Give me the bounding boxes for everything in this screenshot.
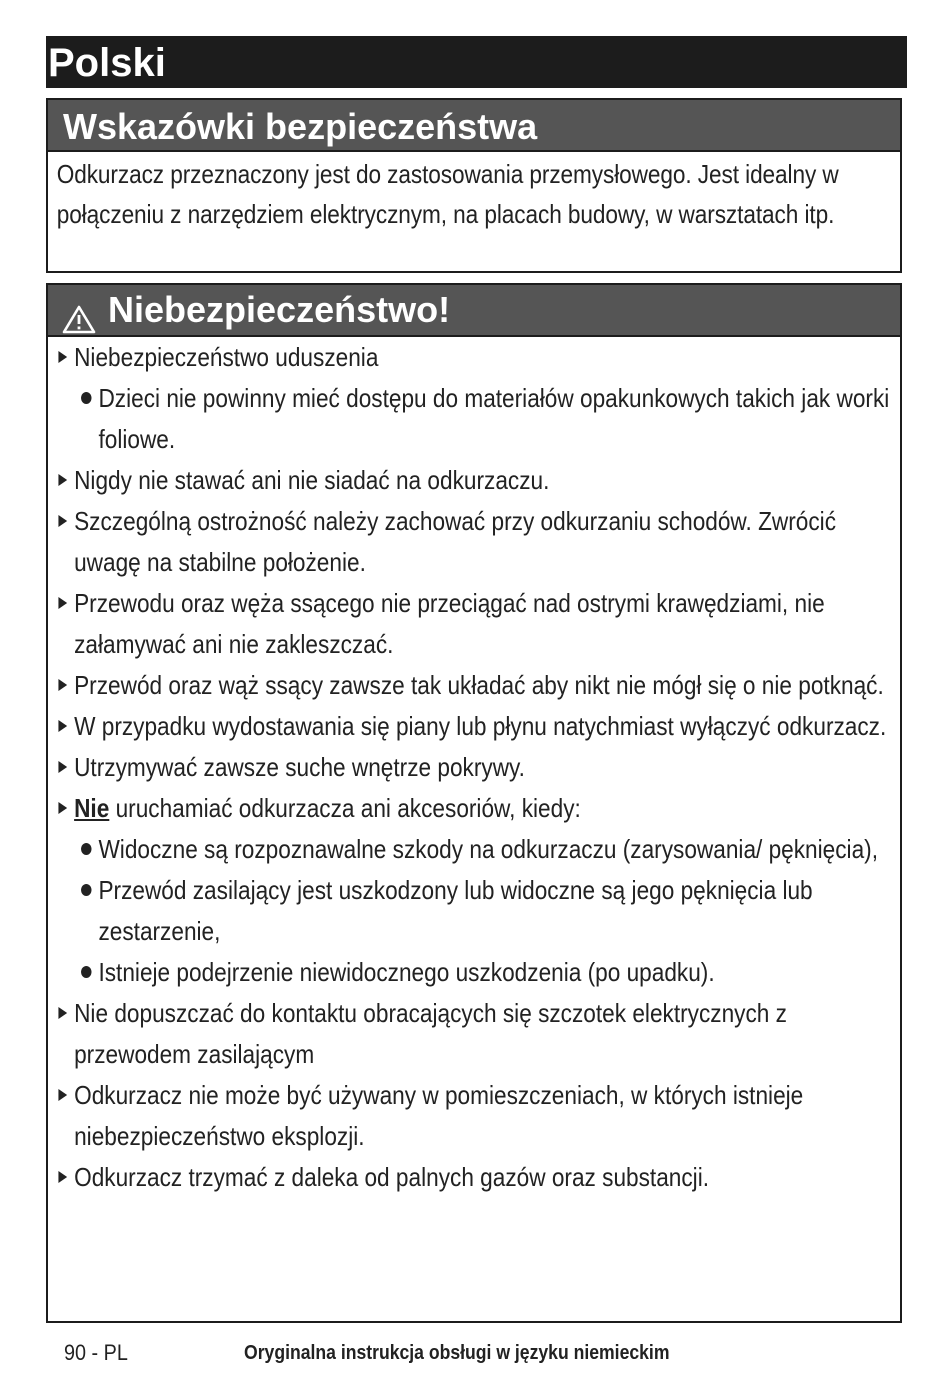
item-text: Przewodu oraz węża ssącego nie przeciągać nad ostrymi krawędziami, nie załamywać ani nie zakleszczać. <box>74 588 825 659</box>
danger-item <box>48 460 896 501</box>
item-text: Dzieci nie powinny mieć dostępu do materiałów opakunkowych takich jak worki foliowe. <box>98 383 890 454</box>
item-text: uruchamiać odkurzacza ani akcesoriów, kiedy: <box>109 793 581 823</box>
danger-title: Niebezpieczeństwo! <box>108 289 451 330</box>
warning-triangle-icon <box>62 295 96 325</box>
item-text: Odkurzacz nie może być używany w pomieszczeniach, w których istnieje niebezpieczeństwo eksplozji. <box>74 1080 804 1151</box>
page-number: 90 - PL <box>64 1340 128 1365</box>
language-bar: Polski <box>46 36 907 88</box>
item-text: Odkurzacz trzymać z daleka od palnych gazów oraz substancji. <box>74 1162 710 1192</box>
triangle-bullet-icon <box>58 597 67 609</box>
safety-instructions-box <box>46 98 902 273</box>
item-text: W przypadku wydostawania się piany lub płynu natychmiast wyłączyć odkurzacz. <box>74 711 887 741</box>
triangle-bullet-icon <box>58 802 67 814</box>
item-text: Nie dopuszczać do kontaktu obracających się szczotek elektrycznych z przewodem zasilającym <box>74 998 787 1069</box>
triangle-bullet-icon <box>58 1171 67 1183</box>
triangle-bullet-icon <box>58 679 67 691</box>
triangle-bullet-icon <box>58 1007 67 1019</box>
dot-bullet-icon <box>81 843 91 855</box>
triangle-bullet-icon <box>58 1089 67 1101</box>
danger-item <box>48 993 896 1075</box>
danger-item <box>48 583 896 665</box>
item-text: Istnieje podejrzenie niewidocznego uszkodzenia (po upadku). <box>98 957 715 987</box>
dot-bullet-icon <box>81 884 91 896</box>
safety-title: Wskazówki bezpieczeństwa <box>48 100 900 152</box>
danger-list <box>48 337 900 1198</box>
danger-subitem <box>48 378 896 460</box>
triangle-bullet-icon <box>58 515 67 527</box>
triangle-bullet-icon <box>58 720 67 732</box>
triangle-bullet-icon <box>58 761 67 773</box>
danger-item <box>48 1157 896 1198</box>
footer-title: Oryginalna instrukcja obsługi w języku niemieckim <box>244 1342 670 1364</box>
item-text: Przewód zasilający jest uszkodzony lub widoczne są jego pęknięcia lub zestarzenie, <box>98 875 813 946</box>
triangle-bullet-icon <box>58 351 67 363</box>
item-text: Niebezpieczeństwo uduszenia <box>74 342 379 372</box>
danger-item <box>48 501 896 583</box>
item-text: Szczególną ostrożność należy zachować przy odkurzaniu schodów. Zwrócić uwagę na stabilne położenie. <box>74 506 837 577</box>
safety-intro-text: Odkurzacz przeznaczony jest do zastosowania przemysłowego. Jest idealny w połączeniu z narzędziem elektrycznym, na placach budowy, w warsztatach itp. <box>56 159 839 229</box>
danger-item <box>48 706 896 747</box>
danger-item <box>48 337 896 378</box>
item-text: Przewód oraz wąż ssący zawsze tak układać aby nikt nie mógł się o nie potknąć. <box>74 670 884 700</box>
triangle-bullet-icon <box>58 474 67 486</box>
emphasis-text: Nie <box>74 793 110 823</box>
dot-bullet-icon <box>81 392 91 404</box>
danger-box <box>46 283 902 1323</box>
item-text: Widoczne są rozpoznawalne szkody na odkurzaczu (zarysowania/ pęknięcia), <box>98 834 878 864</box>
danger-subitem <box>48 952 896 993</box>
danger-item <box>48 788 896 829</box>
danger-item <box>48 747 896 788</box>
item-text: Nigdy nie stawać ani nie siadać na odkurzaczu. <box>74 465 550 495</box>
item-text: Utrzymywać zawsze suche wnętrze pokrywy. <box>74 752 525 782</box>
dot-bullet-icon <box>81 966 91 978</box>
danger-header <box>48 285 900 337</box>
danger-item <box>48 1075 896 1157</box>
danger-item <box>48 665 896 706</box>
danger-subitem <box>48 870 896 952</box>
danger-subitem <box>48 829 896 870</box>
